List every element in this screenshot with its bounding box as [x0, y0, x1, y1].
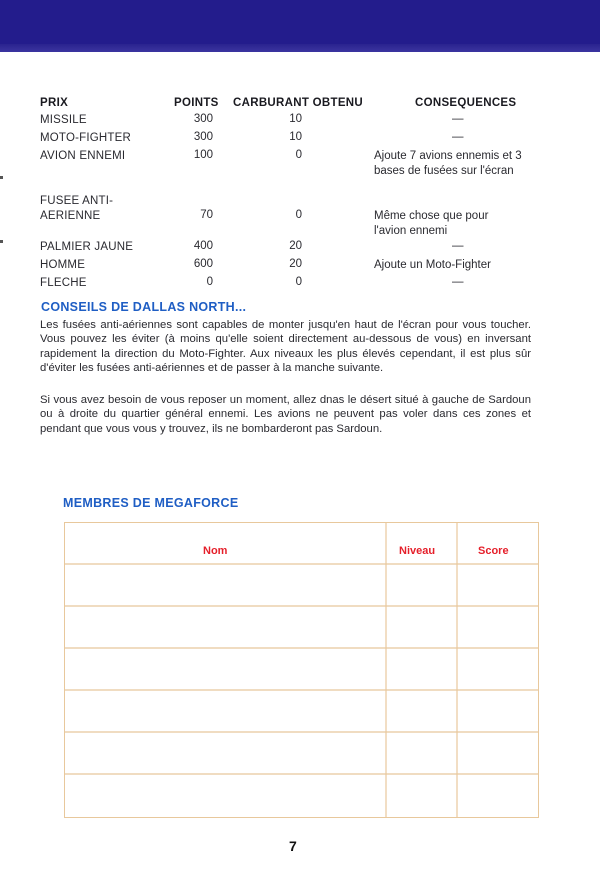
tips-paragraph: Les fusées anti-aériennes sont capables de monter jusqu'en haut de l'écran pour vous toucher. Vous pouvez les éviter (à moins qu'elle soient directement au-dessous de vous) en inversant rapidement la direction du Moto-Fighter. Aux niveaux les plus élevés cependant, il est plus sûr d'éviter les fusées anti-aériennes et de passer à la manche suivante. — [40, 319, 531, 375]
tips-title: CONSEILS DE DALLAS NORTH... — [41, 300, 247, 314]
column-header-prize: PRIX — [40, 97, 69, 109]
row-consequence: — — [452, 276, 464, 288]
row-consequence: Même chose que pour l'avion ennemi — [374, 210, 489, 237]
row-points: 300 — [193, 131, 213, 143]
row-consequence: Ajoute 7 avions ennemis et 3 bases de fusées sur l'écran — [374, 150, 522, 177]
tips-paragraph: Si vous avez besoin de vous reposer un moment, allez dnas le désert situé à gauche de Sardoun ou à droite du quartier général ennemi. Les avions ne peuvent pas voler dans ces zones et pendant que vous vous y trouvez, ils ne bombarderont pas Sardoun. — [40, 394, 531, 435]
margin-mark — [0, 240, 3, 243]
row-points: 0 — [206, 276, 213, 288]
row-fuel: 0 — [295, 149, 302, 161]
row-fuel: 10 — [289, 131, 302, 143]
row-consequence: — — [452, 240, 464, 252]
row-points: 70 — [200, 209, 213, 221]
column-header-consequences: CONSEQUENCES — [415, 97, 517, 109]
members-title: MEMBRES DE MEGAFORCE — [63, 496, 239, 510]
row-fuel: 20 — [289, 258, 302, 270]
members-table-grid — [64, 522, 539, 818]
margin-mark — [0, 176, 3, 179]
row-fuel: 0 — [295, 276, 302, 288]
row-consequence: Ajoute un Moto-Fighter — [374, 259, 491, 271]
members-header-score: Score — [478, 545, 509, 557]
row-consequence: — — [452, 113, 464, 125]
header-band-shade — [0, 44, 600, 52]
page-number: 7 — [289, 838, 297, 854]
column-header-points: POINTS — [174, 97, 219, 109]
members-header-name: Nom — [203, 545, 228, 557]
row-points: 600 — [193, 258, 213, 270]
row-points: 300 — [193, 113, 213, 125]
row-prize: FLECHE — [40, 277, 87, 289]
members-table — [64, 522, 539, 818]
row-fuel: 20 — [289, 240, 302, 252]
row-points: 100 — [193, 149, 213, 161]
row-consequence: — — [452, 131, 464, 143]
row-fuel: 10 — [289, 113, 302, 125]
column-header-fuel: CARBURANT OBTENU — [233, 97, 364, 109]
row-fuel: 0 — [295, 209, 302, 221]
row-prize: HOMME — [40, 259, 86, 271]
row-prize: MOTO-FIGHTER — [40, 132, 131, 144]
row-prize: MISSILE — [40, 114, 87, 126]
row-prize: FUSEE ANTI-AERIENNE — [40, 195, 114, 222]
row-points: 400 — [193, 240, 213, 252]
row-prize: AVION ENNEMI — [40, 150, 126, 162]
members-header-level: Niveau — [399, 545, 436, 557]
row-prize: PALMIER JAUNE — [40, 241, 134, 253]
